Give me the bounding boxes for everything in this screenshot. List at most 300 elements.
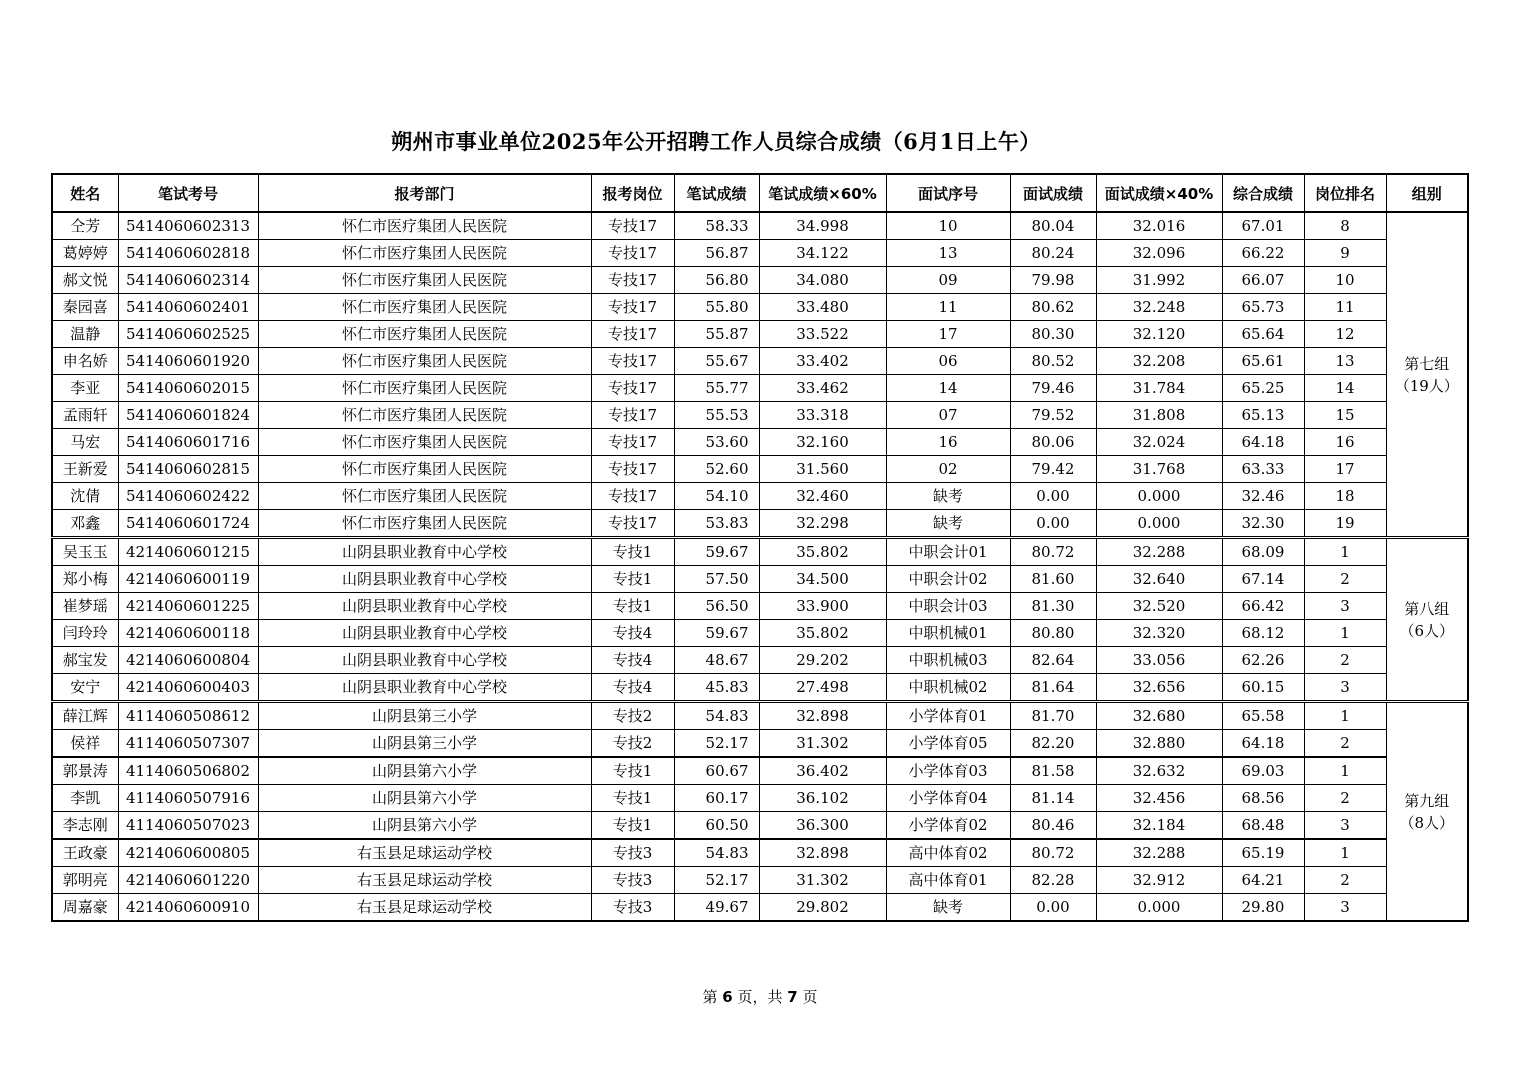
cell-interview-no: 高中体育02 xyxy=(886,839,1010,867)
cell-position: 专技17 xyxy=(591,510,674,538)
cell-interview-score: 80.04 xyxy=(1010,212,1096,240)
table-row xyxy=(52,839,1468,867)
table-row xyxy=(52,267,1468,294)
cell-department: 怀仁市医疗集团人民医院 xyxy=(258,375,591,402)
cell-exam-id: 5414060602313 xyxy=(118,212,258,240)
cell-exam-id: 5414060602401 xyxy=(118,294,258,321)
cell-interview-40: 31.992 xyxy=(1096,267,1222,294)
cell-interview-40: 32.680 xyxy=(1096,702,1222,730)
cell-department: 怀仁市医疗集团人民医院 xyxy=(258,294,591,321)
cell-position: 专技1 xyxy=(591,785,674,812)
cell-interview-score: 0.00 xyxy=(1010,894,1096,922)
cell-position: 专技4 xyxy=(591,647,674,674)
cell-written-score: 53.83 xyxy=(674,510,759,538)
cell-written-60: 35.802 xyxy=(759,538,886,566)
cell-rank: 11 xyxy=(1304,294,1386,321)
header-rank: 岗位排名 xyxy=(1304,174,1386,212)
cell-interview-40: 0.000 xyxy=(1096,510,1222,538)
cell-name: 薛江辉 xyxy=(52,702,118,730)
table-row xyxy=(52,620,1468,647)
cell-total-score: 65.61 xyxy=(1222,348,1304,375)
cell-name: 王政豪 xyxy=(52,839,118,867)
header-interview-40: 面试成绩×40% xyxy=(1096,174,1222,212)
cell-interview-no: 缺考 xyxy=(886,483,1010,510)
cell-interview-no: 中职机械03 xyxy=(886,647,1010,674)
table-row xyxy=(52,785,1468,812)
cell-exam-id: 4114060506802 xyxy=(118,757,258,785)
cell-position: 专技1 xyxy=(591,593,674,620)
table-row xyxy=(52,593,1468,620)
cell-interview-40: 0.000 xyxy=(1096,894,1222,922)
cell-written-score: 55.53 xyxy=(674,402,759,429)
cell-exam-id: 5414060601824 xyxy=(118,402,258,429)
cell-total-score: 66.42 xyxy=(1222,593,1304,620)
cell-department: 山阴县第三小学 xyxy=(258,702,591,730)
cell-interview-no: 14 xyxy=(886,375,1010,402)
cell-name: 孟雨轩 xyxy=(52,402,118,429)
cell-interview-score: 80.30 xyxy=(1010,321,1096,348)
cell-written-60: 32.898 xyxy=(759,839,886,867)
cell-interview-no: 缺考 xyxy=(886,894,1010,922)
cell-interview-40: 32.632 xyxy=(1096,757,1222,785)
table-row xyxy=(52,867,1468,894)
cell-interview-no: 13 xyxy=(886,240,1010,267)
cell-name: 侯祥 xyxy=(52,730,118,758)
cell-exam-id: 4214060601225 xyxy=(118,593,258,620)
table-row xyxy=(52,402,1468,429)
cell-written-60: 36.102 xyxy=(759,785,886,812)
cell-interview-40: 32.288 xyxy=(1096,839,1222,867)
cell-interview-no: 小学体育05 xyxy=(886,730,1010,758)
cell-name: 吴玉玉 xyxy=(52,538,118,566)
cell-interview-40: 32.288 xyxy=(1096,538,1222,566)
cell-rank: 3 xyxy=(1304,812,1386,840)
cell-department: 山阴县职业教育中心学校 xyxy=(258,593,591,620)
cell-written-score: 60.17 xyxy=(674,785,759,812)
cell-rank: 9 xyxy=(1304,240,1386,267)
cell-total-score: 32.30 xyxy=(1222,510,1304,538)
cell-interview-40: 32.520 xyxy=(1096,593,1222,620)
cell-written-60: 34.500 xyxy=(759,566,886,593)
cell-name: 葛婷婷 xyxy=(52,240,118,267)
table-row xyxy=(52,510,1468,538)
cell-department: 怀仁市医疗集团人民医院 xyxy=(258,348,591,375)
cell-written-60: 32.298 xyxy=(759,510,886,538)
cell-rank: 1 xyxy=(1304,620,1386,647)
cell-interview-40: 32.640 xyxy=(1096,566,1222,593)
cell-interview-40: 32.184 xyxy=(1096,812,1222,840)
cell-written-60: 31.302 xyxy=(759,867,886,894)
page-title: 朔州市事业单位2025年公开招聘工作人员综合成绩（6月1日上午） xyxy=(391,129,1041,154)
footer-prefix: 第 xyxy=(702,988,723,1006)
cell-position: 专技4 xyxy=(591,620,674,647)
cell-total-score: 65.58 xyxy=(1222,702,1304,730)
cell-name: 郝宝发 xyxy=(52,647,118,674)
cell-rank: 2 xyxy=(1304,566,1386,593)
cell-interview-no: 06 xyxy=(886,348,1010,375)
table-row xyxy=(52,730,1468,758)
cell-department: 山阴县职业教育中心学校 xyxy=(258,674,591,702)
cell-rank: 17 xyxy=(1304,456,1386,483)
table-row xyxy=(52,757,1468,785)
cell-interview-score: 81.14 xyxy=(1010,785,1096,812)
cell-name: 王新爱 xyxy=(52,456,118,483)
cell-interview-score: 80.52 xyxy=(1010,348,1096,375)
cell-rank: 12 xyxy=(1304,321,1386,348)
cell-interview-score: 81.70 xyxy=(1010,702,1096,730)
cell-rank: 19 xyxy=(1304,510,1386,538)
cell-exam-id: 5414060601920 xyxy=(118,348,258,375)
cell-name: 安宁 xyxy=(52,674,118,702)
cell-interview-score: 79.46 xyxy=(1010,375,1096,402)
cell-position: 专技3 xyxy=(591,867,674,894)
cell-written-score: 58.33 xyxy=(674,212,759,240)
cell-name: 邓鑫 xyxy=(52,510,118,538)
cell-written-score: 55.77 xyxy=(674,375,759,402)
cell-interview-score: 82.20 xyxy=(1010,730,1096,758)
cell-written-60: 32.898 xyxy=(759,702,886,730)
cell-department: 右玉县足球运动学校 xyxy=(258,894,591,922)
cell-name: 沈倩 xyxy=(52,483,118,510)
cell-written-score: 56.80 xyxy=(674,267,759,294)
header-position: 报考岗位 xyxy=(591,174,674,212)
cell-written-60: 29.202 xyxy=(759,647,886,674)
cell-written-score: 45.83 xyxy=(674,674,759,702)
cell-total-score: 65.73 xyxy=(1222,294,1304,321)
cell-interview-no: 小学体育01 xyxy=(886,702,1010,730)
cell-interview-score: 81.60 xyxy=(1010,566,1096,593)
cell-name: 仝芳 xyxy=(52,212,118,240)
cell-name: 李志刚 xyxy=(52,812,118,840)
cell-written-60: 32.460 xyxy=(759,483,886,510)
table-row xyxy=(52,812,1468,840)
cell-written-60: 33.480 xyxy=(759,294,886,321)
cell-rank: 1 xyxy=(1304,757,1386,785)
cell-department: 山阴县第六小学 xyxy=(258,757,591,785)
cell-department: 怀仁市医疗集团人民医院 xyxy=(258,429,591,456)
cell-written-60: 34.080 xyxy=(759,267,886,294)
table-row xyxy=(52,212,1468,240)
table-row xyxy=(52,483,1468,510)
cell-interview-score: 0.00 xyxy=(1010,483,1096,510)
cell-position: 专技3 xyxy=(591,894,674,922)
cell-total-score: 68.48 xyxy=(1222,812,1304,840)
header-exam-id: 笔试考号 xyxy=(118,174,258,212)
cell-interview-score: 79.98 xyxy=(1010,267,1096,294)
cell-position: 专技17 xyxy=(591,348,674,375)
cell-interview-no: 16 xyxy=(886,429,1010,456)
cell-interview-score: 82.28 xyxy=(1010,867,1096,894)
cell-total-score: 65.64 xyxy=(1222,321,1304,348)
cell-interview-40: 0.000 xyxy=(1096,483,1222,510)
cell-department: 怀仁市医疗集团人民医院 xyxy=(258,240,591,267)
cell-interview-score: 81.58 xyxy=(1010,757,1096,785)
cell-department: 山阴县职业教育中心学校 xyxy=(258,620,591,647)
cell-interview-40: 32.208 xyxy=(1096,348,1222,375)
table-row xyxy=(52,647,1468,674)
cell-written-score: 53.60 xyxy=(674,429,759,456)
cell-exam-id: 5414060601716 xyxy=(118,429,258,456)
table-row xyxy=(52,674,1468,702)
cell-interview-no: 10 xyxy=(886,212,1010,240)
table-row xyxy=(52,894,1468,922)
cell-interview-score: 82.64 xyxy=(1010,647,1096,674)
cell-name: 李亚 xyxy=(52,375,118,402)
cell-rank: 8 xyxy=(1304,212,1386,240)
cell-department: 怀仁市医疗集团人民医院 xyxy=(258,267,591,294)
cell-rank: 3 xyxy=(1304,593,1386,620)
cell-written-score: 49.67 xyxy=(674,894,759,922)
cell-interview-40: 31.768 xyxy=(1096,456,1222,483)
cell-department: 山阴县职业教育中心学校 xyxy=(258,647,591,674)
cell-interview-40: 32.024 xyxy=(1096,429,1222,456)
cell-total-score: 64.18 xyxy=(1222,730,1304,758)
cell-total-score: 69.03 xyxy=(1222,757,1304,785)
cell-rank: 1 xyxy=(1304,702,1386,730)
table-row xyxy=(52,429,1468,456)
cell-interview-no: 缺考 xyxy=(886,510,1010,538)
cell-interview-score: 81.30 xyxy=(1010,593,1096,620)
cell-exam-id: 4114060507916 xyxy=(118,785,258,812)
cell-total-score: 29.80 xyxy=(1222,894,1304,922)
cell-exam-id: 5414060601724 xyxy=(118,510,258,538)
cell-written-60: 36.402 xyxy=(759,757,886,785)
cell-exam-id: 5414060602525 xyxy=(118,321,258,348)
scores-table xyxy=(51,173,1469,922)
cell-exam-id: 4214060601220 xyxy=(118,867,258,894)
cell-written-60: 33.900 xyxy=(759,593,886,620)
cell-name: 郭明亮 xyxy=(52,867,118,894)
cell-position: 专技17 xyxy=(591,321,674,348)
cell-interview-score: 80.72 xyxy=(1010,839,1096,867)
cell-written-score: 56.50 xyxy=(674,593,759,620)
footer-page-number: 6 xyxy=(722,988,733,1006)
cell-name: 闫玲玲 xyxy=(52,620,118,647)
group-label: 第八组 （6人） xyxy=(1386,538,1468,702)
cell-interview-no: 02 xyxy=(886,456,1010,483)
cell-rank: 1 xyxy=(1304,538,1386,566)
cell-written-score: 60.50 xyxy=(674,812,759,840)
cell-exam-id: 5414060602818 xyxy=(118,240,258,267)
cell-department: 山阴县职业教育中心学校 xyxy=(258,566,591,593)
cell-exam-id: 5414060602015 xyxy=(118,375,258,402)
group-label: 第七组 （19人） xyxy=(1386,212,1468,538)
cell-department: 山阴县第六小学 xyxy=(258,785,591,812)
cell-interview-score: 80.72 xyxy=(1010,538,1096,566)
cell-interview-score: 80.46 xyxy=(1010,812,1096,840)
table-row xyxy=(52,702,1468,730)
cell-name: 郑小梅 xyxy=(52,566,118,593)
cell-position: 专技1 xyxy=(591,812,674,840)
cell-interview-40: 32.880 xyxy=(1096,730,1222,758)
cell-interview-40: 32.912 xyxy=(1096,867,1222,894)
cell-name: 周嘉豪 xyxy=(52,894,118,922)
cell-department: 怀仁市医疗集团人民医院 xyxy=(258,510,591,538)
cell-written-60: 31.560 xyxy=(759,456,886,483)
cell-interview-no: 小学体育03 xyxy=(886,757,1010,785)
cell-exam-id: 5414060602422 xyxy=(118,483,258,510)
cell-interview-score: 79.42 xyxy=(1010,456,1096,483)
cell-total-score: 65.25 xyxy=(1222,375,1304,402)
group-label: 第九组 （8人） xyxy=(1386,702,1468,922)
table-row xyxy=(52,538,1468,566)
cell-interview-score: 79.52 xyxy=(1010,402,1096,429)
cell-written-score: 54.10 xyxy=(674,483,759,510)
cell-exam-id: 4214060600805 xyxy=(118,839,258,867)
cell-total-score: 68.09 xyxy=(1222,538,1304,566)
cell-interview-40: 32.120 xyxy=(1096,321,1222,348)
header-name: 姓名 xyxy=(52,174,118,212)
cell-interview-score: 0.00 xyxy=(1010,510,1096,538)
cell-exam-id: 4214060600403 xyxy=(118,674,258,702)
cell-written-score: 55.87 xyxy=(674,321,759,348)
header-written-60: 笔试成绩×60% xyxy=(759,174,886,212)
cell-interview-no: 07 xyxy=(886,402,1010,429)
cell-interview-no: 17 xyxy=(886,321,1010,348)
cell-name: 郭景涛 xyxy=(52,757,118,785)
cell-interview-score: 80.24 xyxy=(1010,240,1096,267)
cell-total-score: 64.18 xyxy=(1222,429,1304,456)
header-department: 报考部门 xyxy=(258,174,591,212)
cell-written-score: 48.67 xyxy=(674,647,759,674)
cell-interview-no: 11 xyxy=(886,294,1010,321)
cell-department: 右玉县足球运动学校 xyxy=(258,839,591,867)
cell-position: 专技17 xyxy=(591,240,674,267)
cell-position: 专技1 xyxy=(591,566,674,593)
cell-name: 崔梦瑶 xyxy=(52,593,118,620)
cell-written-60: 33.522 xyxy=(759,321,886,348)
cell-interview-no: 中职会计01 xyxy=(886,538,1010,566)
cell-department: 山阴县职业教育中心学校 xyxy=(258,538,591,566)
cell-written-score: 57.50 xyxy=(674,566,759,593)
cell-written-score: 54.83 xyxy=(674,702,759,730)
cell-exam-id: 5414060602815 xyxy=(118,456,258,483)
cell-position: 专技17 xyxy=(591,294,674,321)
header-total-score: 综合成绩 xyxy=(1222,174,1304,212)
cell-total-score: 65.19 xyxy=(1222,839,1304,867)
cell-written-score: 56.87 xyxy=(674,240,759,267)
cell-interview-40: 32.320 xyxy=(1096,620,1222,647)
header-written-score: 笔试成绩 xyxy=(674,174,759,212)
cell-interview-40: 31.808 xyxy=(1096,402,1222,429)
cell-exam-id: 4214060600910 xyxy=(118,894,258,922)
cell-name: 秦园喜 xyxy=(52,294,118,321)
cell-position: 专技2 xyxy=(591,702,674,730)
cell-interview-no: 高中体育01 xyxy=(886,867,1010,894)
header-group: 组别 xyxy=(1386,174,1468,212)
cell-exam-id: 4214060600118 xyxy=(118,620,258,647)
cell-position: 专技2 xyxy=(591,730,674,758)
header-interview-no: 面试序号 xyxy=(886,174,1010,212)
cell-name: 郝文悦 xyxy=(52,267,118,294)
cell-written-60: 36.300 xyxy=(759,812,886,840)
cell-written-60: 33.402 xyxy=(759,348,886,375)
cell-interview-score: 80.62 xyxy=(1010,294,1096,321)
cell-total-score: 66.07 xyxy=(1222,267,1304,294)
cell-interview-score: 80.80 xyxy=(1010,620,1096,647)
cell-written-60: 34.122 xyxy=(759,240,886,267)
cell-rank: 16 xyxy=(1304,429,1386,456)
cell-written-score: 52.60 xyxy=(674,456,759,483)
cell-rank: 2 xyxy=(1304,647,1386,674)
cell-rank: 14 xyxy=(1304,375,1386,402)
cell-written-60: 33.318 xyxy=(759,402,886,429)
cell-interview-40: 32.016 xyxy=(1096,212,1222,240)
cell-rank: 13 xyxy=(1304,348,1386,375)
cell-position: 专技3 xyxy=(591,839,674,867)
cell-position: 专技17 xyxy=(591,483,674,510)
cell-interview-no: 09 xyxy=(886,267,1010,294)
cell-department: 山阴县第三小学 xyxy=(258,730,591,758)
cell-written-score: 60.67 xyxy=(674,757,759,785)
cell-written-60: 34.998 xyxy=(759,212,886,240)
cell-written-score: 52.17 xyxy=(674,867,759,894)
cell-interview-no: 中职机械02 xyxy=(886,674,1010,702)
cell-written-score: 59.67 xyxy=(674,538,759,566)
cell-position: 专技17 xyxy=(591,212,674,240)
cell-interview-score: 81.64 xyxy=(1010,674,1096,702)
cell-interview-no: 中职会计03 xyxy=(886,593,1010,620)
cell-exam-id: 4214060600804 xyxy=(118,647,258,674)
cell-written-score: 55.67 xyxy=(674,348,759,375)
cell-interview-40: 31.784 xyxy=(1096,375,1222,402)
cell-written-60: 31.302 xyxy=(759,730,886,758)
cell-department: 怀仁市医疗集团人民医院 xyxy=(258,402,591,429)
cell-written-60: 29.802 xyxy=(759,894,886,922)
footer-suffix: 页 xyxy=(797,988,818,1006)
cell-rank: 10 xyxy=(1304,267,1386,294)
cell-total-score: 64.21 xyxy=(1222,867,1304,894)
table-header-row xyxy=(52,174,1468,212)
cell-total-score: 68.12 xyxy=(1222,620,1304,647)
cell-exam-id: 4114060507023 xyxy=(118,812,258,840)
cell-rank: 2 xyxy=(1304,785,1386,812)
cell-total-score: 62.26 xyxy=(1222,647,1304,674)
footer-middle: 页，共 xyxy=(732,988,788,1006)
cell-total-score: 66.22 xyxy=(1222,240,1304,267)
cell-department: 怀仁市医疗集团人民医院 xyxy=(258,321,591,348)
cell-name: 温静 xyxy=(52,321,118,348)
cell-interview-score: 80.06 xyxy=(1010,429,1096,456)
cell-position: 专技1 xyxy=(591,757,674,785)
cell-rank: 1 xyxy=(1304,839,1386,867)
cell-total-score: 68.56 xyxy=(1222,785,1304,812)
cell-position: 专技17 xyxy=(591,267,674,294)
cell-rank: 2 xyxy=(1304,730,1386,758)
cell-department: 右玉县足球运动学校 xyxy=(258,867,591,894)
cell-interview-40: 32.456 xyxy=(1096,785,1222,812)
cell-rank: 2 xyxy=(1304,867,1386,894)
table-row xyxy=(52,375,1468,402)
cell-written-60: 32.160 xyxy=(759,429,886,456)
cell-written-score: 54.83 xyxy=(674,839,759,867)
cell-total-score: 65.13 xyxy=(1222,402,1304,429)
footer-total-pages: 7 xyxy=(787,988,798,1006)
cell-total-score: 32.46 xyxy=(1222,483,1304,510)
cell-exam-id: 4114060508612 xyxy=(118,702,258,730)
cell-total-score: 67.14 xyxy=(1222,566,1304,593)
cell-written-score: 59.67 xyxy=(674,620,759,647)
table-row xyxy=(52,321,1468,348)
cell-name: 申名娇 xyxy=(52,348,118,375)
cell-rank: 15 xyxy=(1304,402,1386,429)
cell-name: 李凯 xyxy=(52,785,118,812)
cell-written-score: 55.80 xyxy=(674,294,759,321)
cell-interview-no: 中职机械01 xyxy=(886,620,1010,647)
cell-written-60: 27.498 xyxy=(759,674,886,702)
cell-exam-id: 4114060507307 xyxy=(118,730,258,758)
cell-interview-40: 32.096 xyxy=(1096,240,1222,267)
